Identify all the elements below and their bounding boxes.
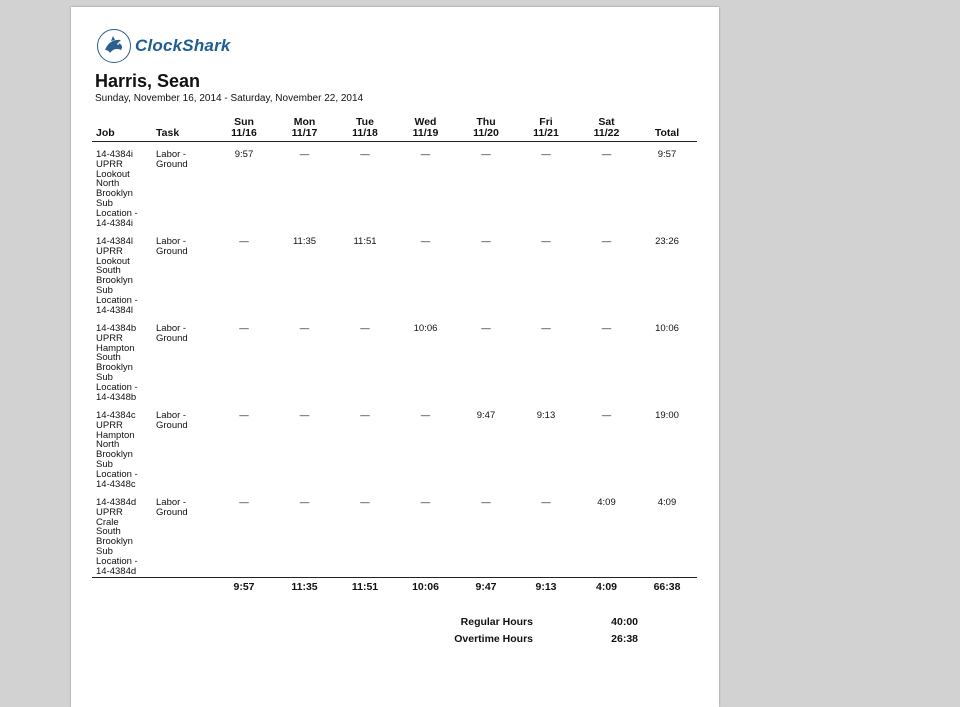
overtime-hours-value: 26:38 (611, 633, 638, 645)
overtime-hours-row (421, 633, 638, 650)
hours-cell: — (601, 149, 612, 160)
day-total-cell: 10:06 (395, 578, 456, 604)
hours-cell: 4:09 (597, 497, 616, 508)
hours-summary (421, 616, 638, 650)
job-cell: 14-4384b UPRR Hampton South Brooklyn Sub Location - 14-4348b (96, 323, 138, 403)
hours-cell: 9:57 (234, 149, 254, 160)
table-row (92, 229, 697, 316)
hours-cell: — (481, 149, 491, 160)
overtime-hours-label: Overtime Hours (454, 633, 533, 645)
hours-cell: 9:13 (536, 410, 556, 421)
col-header-total: Total (637, 117, 697, 142)
header-row (92, 117, 697, 142)
col-header-sun: Sun 11/16 (214, 117, 274, 142)
hours-cell: — (541, 323, 551, 334)
hours-cell: — (420, 497, 431, 508)
hours-cell: — (481, 323, 491, 334)
hours-cell: — (299, 410, 310, 421)
task-cell: Labor - Ground (156, 236, 188, 257)
brand-name: ClockShark (135, 36, 231, 55)
employee-name: Harris, Sean (95, 71, 201, 91)
regular-hours-row (421, 616, 638, 633)
totals-spacer (92, 578, 152, 604)
task-cell: Labor - Ground (156, 323, 188, 344)
hours-cell: — (239, 497, 249, 508)
day-total-cell: 4:09 (576, 578, 637, 604)
hours-cell: — (299, 323, 310, 334)
table-row (92, 490, 697, 578)
hours-cell: — (481, 497, 491, 508)
day-total-cell: 11:35 (274, 578, 335, 604)
hours-cell: — (239, 410, 249, 421)
row-total-cell: 10:06 (655, 323, 679, 334)
col-header-wed: Wed 11/19 (395, 117, 456, 142)
totals-spacer (152, 578, 214, 604)
grand-total-cell: 66:38 (637, 578, 697, 604)
shark-icon (97, 29, 131, 63)
job-cell: 14-4384c UPRR Hampton North Brooklyn Sub Location - 14-4348c (96, 410, 138, 490)
task-cell: Labor - Ground (156, 497, 188, 518)
hours-cell: — (541, 497, 551, 508)
hours-cell: — (541, 236, 551, 247)
hours-cell: — (601, 323, 612, 334)
regular-hours-value: 40:00 (611, 616, 638, 628)
table-row (92, 142, 697, 230)
hours-cell: 10:06 (413, 323, 438, 334)
hours-cell: 11:51 (353, 236, 377, 247)
col-header-job: Job (92, 117, 152, 142)
row-total-cell: 9:57 (657, 149, 677, 160)
day-total-cell: 11:51 (335, 578, 395, 604)
hours-cell: — (601, 410, 612, 421)
hours-cell: — (420, 410, 431, 421)
day-total-cell: 9:57 (214, 578, 274, 604)
hours-cell: — (360, 497, 370, 508)
col-header-thu: Thu 11/20 (456, 117, 516, 142)
hours-cell: — (239, 236, 249, 247)
hours-cell: — (299, 497, 310, 508)
regular-hours-label: Regular Hours (460, 616, 533, 628)
col-header-tue: Tue 11/18 (335, 117, 395, 142)
job-cell: 14-4384i UPRR Lookout North Brooklyn Sub Location - 14-4384i (96, 149, 138, 229)
hours-cell: — (299, 149, 310, 160)
col-header-task: Task (152, 117, 214, 142)
task-cell: Labor - Ground (156, 410, 188, 431)
hours-cell: — (239, 323, 249, 334)
date-range: Sunday, November 16, 2014 - Saturday, November 22, 2014 (95, 93, 364, 104)
table-row (92, 316, 697, 403)
col-header-sat: Sat 11/22 (576, 117, 637, 142)
hours-cell: — (360, 149, 370, 160)
hours-cell: — (360, 323, 370, 334)
timesheet-table (92, 117, 697, 603)
col-header-fri: Fri 11/21 (516, 117, 576, 142)
row-total-cell: 23:26 (655, 236, 679, 247)
job-cell: 14-4384d UPRR Crale South Brooklyn Sub Location - 14-4384d (96, 497, 138, 577)
clockshark-logo (97, 29, 231, 63)
col-header-mon: Mon 11/17 (274, 117, 335, 142)
totals-row (92, 578, 697, 604)
hours-cell: — (541, 149, 551, 160)
hours-cell: — (420, 149, 431, 160)
task-cell: Labor - Ground (156, 149, 188, 170)
day-total-cell: 9:13 (516, 578, 576, 604)
hours-cell: — (601, 236, 612, 247)
row-total-cell: 19:00 (655, 410, 679, 421)
hours-cell: — (420, 236, 431, 247)
day-total-cell: 9:47 (456, 578, 516, 604)
hours-cell: 9:47 (476, 410, 496, 421)
hours-cell: — (360, 410, 370, 421)
hours-cell: — (481, 236, 491, 247)
row-total-cell: 4:09 (657, 497, 677, 508)
timesheet-page (71, 7, 719, 707)
table-row (92, 403, 697, 490)
job-cell: 14-4384l UPRR Lookout South Brooklyn Sub Location - 14-4384l (96, 236, 138, 316)
hours-cell: 11:35 (292, 236, 317, 247)
